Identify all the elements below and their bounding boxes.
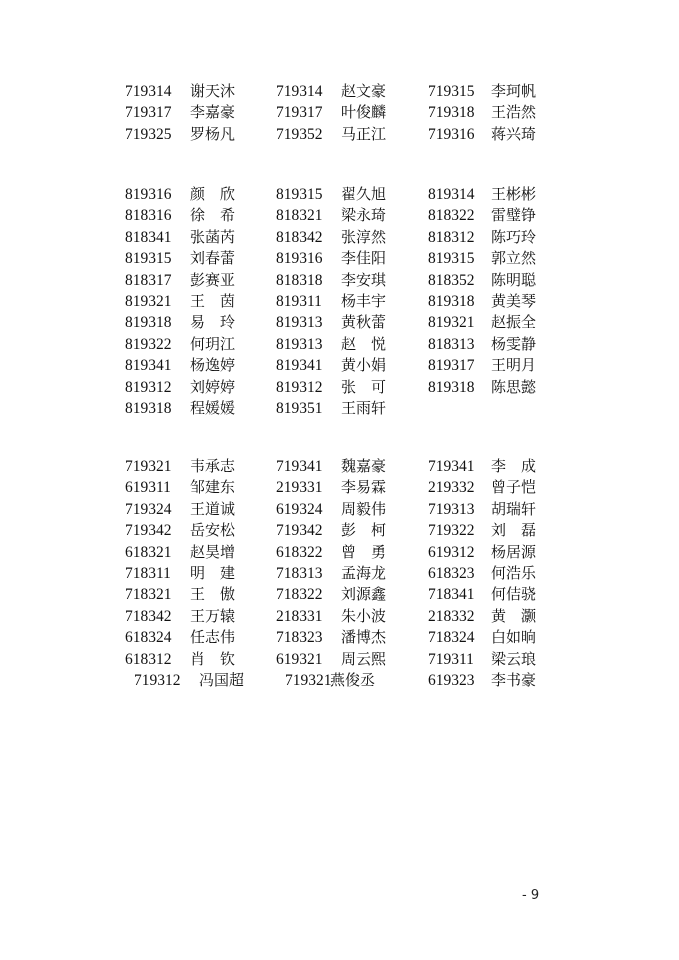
student-id: 819316 xyxy=(125,186,172,203)
student-name: 孟海龙 xyxy=(341,563,387,582)
student-name: 罗杨凡 xyxy=(190,124,236,143)
student-id: 719316 xyxy=(428,125,475,143)
student-id: 819351 xyxy=(276,399,323,417)
student-id: 819313 xyxy=(276,335,323,353)
student-id: 719322 xyxy=(428,522,475,540)
student-name: 徐 希 xyxy=(190,206,236,225)
student-name: 杨居源 xyxy=(491,542,537,561)
roster-row xyxy=(125,477,565,498)
student-id: 819316 xyxy=(276,250,323,268)
student-name: 曾子恺 xyxy=(491,478,537,497)
student-name: 李书豪 xyxy=(491,670,537,689)
student-name: 郭立然 xyxy=(491,249,537,268)
roster-row xyxy=(125,563,565,584)
student-name: 赵振全 xyxy=(491,313,537,332)
student-name: 杨雯静 xyxy=(491,334,537,353)
student-id: 719341 xyxy=(276,458,323,475)
roster-row xyxy=(125,456,565,477)
student-name: 赵文豪 xyxy=(341,82,387,100)
student-name: 任志伟 xyxy=(190,628,236,647)
student-name: 王道诚 xyxy=(190,499,236,518)
roster-row xyxy=(125,398,565,419)
student-name: 赵昊增 xyxy=(190,542,236,561)
student-id: 818318 xyxy=(276,271,323,289)
student-name: 岳安松 xyxy=(190,521,236,540)
student-id: 819318 xyxy=(428,292,475,310)
student-name: 程媛媛 xyxy=(190,398,236,417)
student-id: 218331 xyxy=(276,607,323,625)
student-id: 818341 xyxy=(125,228,172,246)
student-id: 719314 xyxy=(125,83,172,100)
student-id: 819315 xyxy=(276,186,323,203)
student-name: 王 傲 xyxy=(190,585,236,604)
student-id: 818321 xyxy=(276,207,323,225)
student-id: 619323 xyxy=(428,671,475,689)
student-id: 819318 xyxy=(125,399,172,417)
student-name: 王万辕 xyxy=(190,606,236,625)
student-name: 刘源鑫 xyxy=(341,585,387,604)
student-id: 719342 xyxy=(276,522,323,540)
student-id: 819315 xyxy=(125,250,172,268)
roster-row xyxy=(125,499,565,520)
student-name: 李 成 xyxy=(491,457,537,475)
student-name: 肖 钦 xyxy=(190,649,236,668)
roster-row xyxy=(125,312,565,333)
student-id: 818352 xyxy=(428,271,475,289)
roster-row xyxy=(125,649,565,670)
student-name: 明 建 xyxy=(190,563,236,582)
student-name: 李佳阳 xyxy=(341,249,387,268)
student-name: 李安琪 xyxy=(341,270,387,289)
student-id: 819322 xyxy=(125,335,172,353)
student-name: 梁永琦 xyxy=(341,206,387,225)
roster-row xyxy=(125,584,565,605)
student-id: 619321 xyxy=(276,650,323,668)
student-id: 219331 xyxy=(276,479,323,497)
student-name: 赵 悦 xyxy=(341,334,387,353)
student-id: 719317 xyxy=(125,104,172,122)
student-name: 王雨轩 xyxy=(341,398,387,417)
student-id: 819311 xyxy=(276,292,322,310)
student-id: 719315 xyxy=(428,83,475,100)
student-id: 819318 xyxy=(125,314,172,332)
roster-row xyxy=(125,124,565,145)
student-name: 张 可 xyxy=(341,377,387,396)
student-id: 719312 xyxy=(134,671,181,689)
student-name: 李珂帆 xyxy=(491,82,537,100)
roster-row xyxy=(125,670,565,691)
student-name: 黄小娟 xyxy=(341,356,387,375)
student-id: 819315 xyxy=(428,250,475,268)
student-id: 818312 xyxy=(428,228,475,246)
student-name: 杨逸婷 xyxy=(190,356,236,375)
student-id: 719342 xyxy=(125,522,172,540)
student-name: 杨丰宇 xyxy=(341,291,387,310)
student-id: 218332 xyxy=(428,607,475,625)
student-name: 邹建东 xyxy=(190,478,236,497)
roster-row xyxy=(125,377,565,398)
student-name: 何佶骁 xyxy=(491,585,537,604)
student-name: 潘博杰 xyxy=(341,628,387,647)
roster-row xyxy=(125,270,565,291)
roster-row xyxy=(125,606,565,627)
student-id: 718323 xyxy=(276,629,323,647)
roster-row xyxy=(125,227,565,248)
student-id: 219332 xyxy=(428,479,475,497)
student-id: 618323 xyxy=(428,564,475,582)
student-id: 719311 xyxy=(428,650,474,668)
student-name: 何玥江 xyxy=(190,334,236,353)
student-name: 易 玲 xyxy=(190,313,236,332)
student-name: 李嘉豪 xyxy=(190,103,236,122)
student-id: 719325 xyxy=(125,125,172,143)
student-id: 618322 xyxy=(276,543,323,561)
student-id: 719321 xyxy=(285,671,332,689)
student-id: 719317 xyxy=(276,104,323,122)
student-id: 719313 xyxy=(428,500,475,518)
student-id: 719341 xyxy=(428,458,475,475)
roster-section-2 xyxy=(125,184,565,419)
student-id: 819313 xyxy=(276,314,323,332)
student-name: 黄美琴 xyxy=(491,291,537,310)
student-id: 719324 xyxy=(125,500,172,518)
student-id: 618312 xyxy=(125,650,172,668)
student-name: 刘 磊 xyxy=(491,521,537,540)
student-name: 韦承志 xyxy=(190,457,236,475)
student-name: 雷璧铮 xyxy=(491,206,537,225)
student-name: 黄 灏 xyxy=(491,606,537,625)
student-name: 张菡芮 xyxy=(190,227,236,246)
student-id: 718341 xyxy=(428,586,475,604)
student-id: 819312 xyxy=(125,378,172,396)
student-name: 梁云琅 xyxy=(491,649,537,668)
student-id: 818316 xyxy=(125,207,172,225)
student-id: 719314 xyxy=(276,83,323,100)
student-name: 曾 勇 xyxy=(341,542,387,561)
student-name: 张淳然 xyxy=(341,227,387,246)
student-name: 王彬彬 xyxy=(491,185,537,203)
roster-row xyxy=(125,102,565,123)
roster-row xyxy=(125,291,565,312)
roster-section-1 xyxy=(125,81,565,145)
student-name: 朱小波 xyxy=(341,606,387,625)
student-name: 胡瑞轩 xyxy=(491,499,537,518)
student-name: 颜 欣 xyxy=(190,185,236,203)
student-name: 燕俊丞 xyxy=(330,670,376,689)
roster-row xyxy=(125,542,565,563)
student-name: 陈巧玲 xyxy=(491,227,537,246)
student-name: 叶俊麟 xyxy=(341,103,387,122)
student-name: 陈明聪 xyxy=(491,270,537,289)
student-id: 719318 xyxy=(428,104,475,122)
student-name: 周毅伟 xyxy=(341,499,387,518)
student-id: 819312 xyxy=(276,378,323,396)
student-name: 李易霖 xyxy=(341,478,387,497)
student-id: 718342 xyxy=(125,607,172,625)
student-name: 魏嘉豪 xyxy=(341,457,387,475)
student-id: 818322 xyxy=(428,207,475,225)
student-name: 彭 柯 xyxy=(341,521,387,540)
student-name: 彭赛亚 xyxy=(190,270,236,289)
student-name: 谢天沐 xyxy=(190,82,236,100)
roster-row xyxy=(125,627,565,648)
student-id: 618324 xyxy=(125,629,172,647)
student-id: 718313 xyxy=(276,564,323,582)
student-id: 818313 xyxy=(428,335,475,353)
roster-row xyxy=(125,205,565,226)
roster-row xyxy=(125,520,565,541)
student-id: 619311 xyxy=(125,479,171,497)
student-id: 719321 xyxy=(125,458,172,475)
student-id: 819321 xyxy=(428,314,475,332)
student-id: 819321 xyxy=(125,292,172,310)
student-name: 刘婷婷 xyxy=(190,377,236,396)
student-name: 冯国超 xyxy=(199,670,245,689)
student-id: 619312 xyxy=(428,543,475,561)
roster-row xyxy=(125,81,565,102)
student-id: 718322 xyxy=(276,586,323,604)
student-id: 819341 xyxy=(276,357,323,375)
student-id: 818342 xyxy=(276,228,323,246)
student-id: 718311 xyxy=(125,564,171,582)
student-id: 819317 xyxy=(428,357,475,375)
student-name: 周云熙 xyxy=(341,649,387,668)
roster-row xyxy=(125,184,565,205)
student-id: 719352 xyxy=(276,125,323,143)
roster-row xyxy=(125,334,565,355)
student-id: 718324 xyxy=(428,629,475,647)
roster-section-3 xyxy=(125,456,565,691)
student-id: 619324 xyxy=(276,500,323,518)
student-name: 王浩然 xyxy=(491,103,537,122)
student-id: 618321 xyxy=(125,543,172,561)
student-name: 刘春蕾 xyxy=(190,249,236,268)
student-name: 陈思懿 xyxy=(491,377,537,396)
student-id: 818317 xyxy=(125,271,172,289)
student-name: 王明月 xyxy=(491,356,537,375)
student-id: 819341 xyxy=(125,357,172,375)
student-name: 蒋兴琦 xyxy=(491,124,537,143)
student-id: 718321 xyxy=(125,586,172,604)
page-number: - 9 xyxy=(522,888,540,903)
student-name: 黄秋蕾 xyxy=(341,313,387,332)
student-name: 白如晌 xyxy=(491,628,537,647)
student-name: 王 茵 xyxy=(190,291,236,310)
student-name: 马正江 xyxy=(341,124,387,143)
student-id: 819314 xyxy=(428,186,475,203)
student-name: 何浩乐 xyxy=(491,563,537,582)
student-id: 819318 xyxy=(428,378,475,396)
student-name: 翟久旭 xyxy=(341,185,387,203)
roster-row xyxy=(125,248,565,269)
roster-row xyxy=(125,355,565,376)
